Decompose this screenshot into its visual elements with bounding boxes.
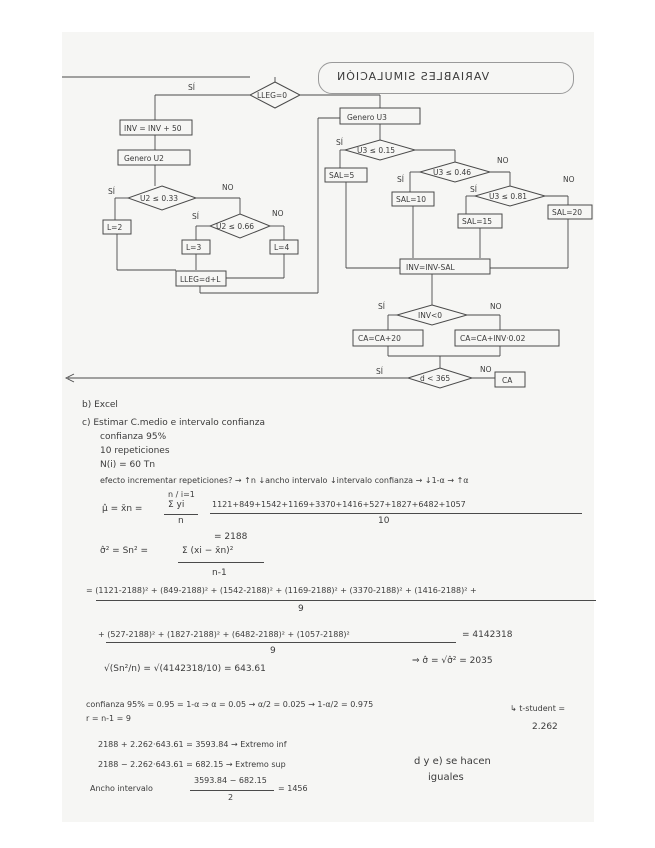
decision-u2-033-label: U2 ≤ 0.33 bbox=[140, 194, 179, 203]
note-c-effect: efecto incrementar repeticiones? → ↑n ↓ancho intervalo ↓intervalo confianza → ↓1-α → ↑α bbox=[100, 476, 469, 485]
box-generate-u3-text: Genero U3 bbox=[347, 113, 387, 122]
decision-u2-066-label: U2 ≤ 0.66 bbox=[216, 222, 255, 231]
var-result: = 4142318 bbox=[462, 630, 513, 640]
var-line2: + (527-2188)² + (1827-2188)² + (6482-2188)² + (1057-2188)² bbox=[98, 630, 350, 639]
extremo-sup: 2188 − 2.262·643.61 = 682.15 → Extremo sup bbox=[98, 760, 286, 769]
dec3-yes: SÍ bbox=[336, 138, 343, 147]
decision-lleg-label: LLEG=0 bbox=[257, 91, 287, 100]
box-ca-plus20-text: CA=CA+20 bbox=[358, 334, 401, 343]
note-b: b) Excel bbox=[82, 400, 118, 410]
var-lhs: σ̂² = Sn² = bbox=[100, 546, 149, 556]
note-de-2: iguales bbox=[428, 772, 464, 783]
box-sal10-text: SAL=10 bbox=[396, 195, 427, 204]
box-l2-text: L=2 bbox=[107, 223, 123, 232]
decision-inv-neg-label: INV<0 bbox=[418, 311, 443, 320]
confidence-line: confianza 95% = 0.95 = 1-α ⇒ α = 0.05 → α/2 = 0.025 → 1-α/2 = 0.975 bbox=[86, 700, 374, 709]
var-sum: Σ (xi − x̄n)² bbox=[182, 546, 234, 556]
note-c-conf: confianza 95% bbox=[100, 432, 167, 442]
box-inv-assign-text: INV = INV + 50 bbox=[124, 124, 182, 133]
extremo-inf: 2188 + 2.262·643.61 = 3593.84 → Extremo inf bbox=[98, 740, 287, 749]
note-c-nii: N(i) = 60 Tn bbox=[100, 460, 156, 470]
decision-u3-015-label: U3 ≤ 0.15 bbox=[357, 146, 396, 155]
box-lleg-assign-text: LLEG=d+L bbox=[180, 275, 221, 284]
decision-u3-046-label: U3 ≤ 0.46 bbox=[433, 168, 472, 177]
var-den: n-1 bbox=[212, 568, 227, 578]
width-den: 2 bbox=[228, 793, 234, 802]
dec6-yes: SÍ bbox=[378, 302, 385, 311]
dec3-no: NO bbox=[497, 156, 509, 165]
dec6-no: NO bbox=[490, 302, 502, 311]
width-result: = 1456 bbox=[278, 784, 308, 793]
box-sal15-text: SAL=15 bbox=[462, 217, 493, 226]
se-expression: √(Sn²/n) = √(4142318/10) = 643.61 bbox=[104, 664, 266, 674]
mean-den2: 10 bbox=[378, 516, 390, 526]
dec5-yes: SÍ bbox=[470, 185, 477, 194]
note-de-1: d y e) se hacen bbox=[414, 756, 491, 767]
box-ca-plus-inv-text: CA=CA+INV·0.02 bbox=[460, 334, 526, 343]
dec1-yes: SÍ bbox=[108, 187, 115, 196]
var-line1: = (1121-2188)² + (849-2188)² + (1542-2188)² + (1169-2188)² + (3370-2188)² + (1416-2188)² + bbox=[86, 586, 477, 595]
width-num: 3593.84 − 682.15 bbox=[194, 776, 267, 785]
box-generate-u2-text: Genero U2 bbox=[124, 154, 164, 163]
width-lhs: Ancho intervalo bbox=[90, 784, 153, 793]
mean-result: = 2188 bbox=[214, 532, 248, 542]
var-frac-bar bbox=[178, 562, 264, 563]
note-c-title: c) Estimar C.medio e intervalo confianza bbox=[82, 418, 265, 428]
var-line1-den: 9 bbox=[298, 604, 304, 614]
dec7-no: NO bbox=[480, 365, 492, 374]
decision-d-365-label: d < 365 bbox=[420, 374, 451, 383]
dec2-no: NO bbox=[272, 209, 284, 218]
decision-u3-081-label: U3 ≤ 0.81 bbox=[489, 192, 528, 201]
box-l3-text: L=3 bbox=[186, 243, 202, 252]
dec5-no: NO bbox=[563, 175, 575, 184]
t-student-value: 2.262 bbox=[532, 722, 558, 732]
lleg-yes-label: SÍ bbox=[188, 83, 195, 92]
var-line1-bar bbox=[96, 600, 596, 601]
page-title: VARIABLES SIMULACIÓN bbox=[336, 70, 490, 83]
mean-sum-limits: n / i=1 bbox=[168, 490, 195, 499]
mean-frac-bar bbox=[164, 514, 198, 515]
mean-frac-bar-2 bbox=[210, 513, 582, 514]
box-sal5-text: SAL=5 bbox=[329, 171, 355, 180]
note-c-reps: 10 repeticiones bbox=[100, 446, 170, 456]
mean-sum: Σ yi bbox=[168, 500, 185, 510]
mean-den: n bbox=[178, 516, 184, 526]
mean-lhs: μ̂ = x̄n = bbox=[102, 504, 143, 514]
t-student-label: ↳ t-student = bbox=[510, 704, 566, 713]
dec7-yes: SÍ bbox=[376, 367, 383, 376]
r-line: r = n-1 = 9 bbox=[86, 714, 132, 723]
var-line2-bar bbox=[106, 642, 456, 643]
box-inv-update-text: INV=INV-SAL bbox=[406, 263, 455, 272]
dec1-no: NO bbox=[222, 183, 234, 192]
width-frac-bar bbox=[190, 790, 274, 791]
dec4-yes: SÍ bbox=[397, 175, 404, 184]
var-line2-den: 9 bbox=[270, 646, 276, 656]
box-sal20-text: SAL=20 bbox=[552, 208, 583, 217]
mean-num: 1121+849+1542+1169+3370+1416+527+1827+6482+1057 bbox=[212, 500, 466, 509]
box-end-ca-text: CA bbox=[502, 376, 513, 385]
box-l4-text: L=4 bbox=[274, 243, 290, 252]
sigma-root: ⇒ σ̂ = √σ̂² = 2035 bbox=[412, 656, 493, 666]
dec2-yes: SÍ bbox=[192, 212, 199, 221]
